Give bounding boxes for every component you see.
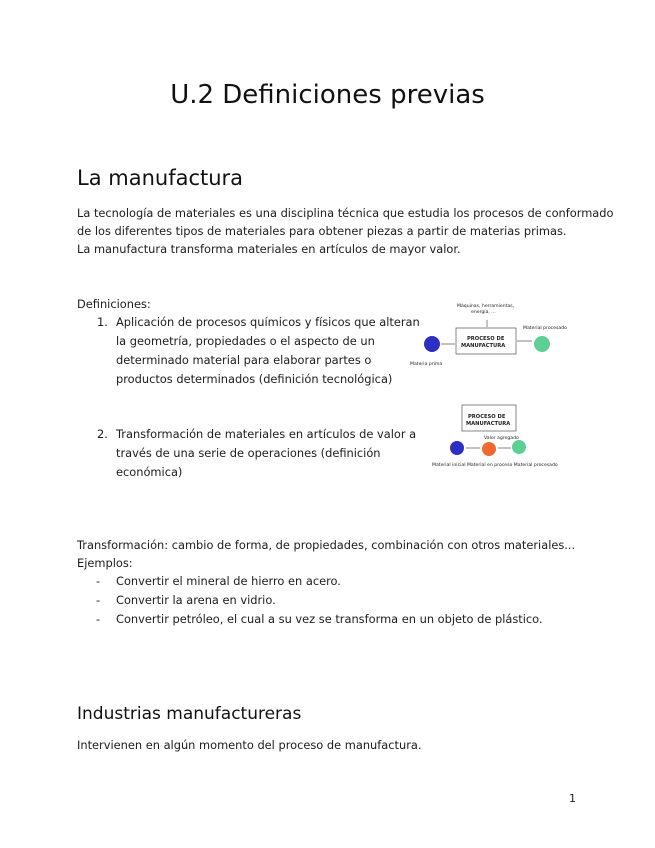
section-heading-industrias: Industrias manufactureras (77, 704, 302, 724)
list-item: - Convertir petróleo, el cual a su vez se transforma en un objeto de plástico. (96, 612, 543, 626)
transformation-line: Transformación: cambio de forma, de propiedades, combinación con otros materiales... (77, 538, 576, 552)
definition-line: la geometría, propiedades o el aspecto de un (116, 334, 375, 348)
initial-material-circle (450, 441, 464, 455)
definition-item (97, 425, 416, 482)
definition-line: través de una serie de operaciones (definición (116, 446, 381, 460)
section-heading-manufactura: La manufactura (77, 166, 244, 190)
definition-line: determinado material para elaborar partes o (116, 353, 372, 367)
in-process-material-circle (482, 442, 496, 456)
input-label: Materia prima (410, 362, 443, 367)
definition-line: Transformación de materiales en artículos de valor a (116, 427, 417, 441)
box-label: PROCESO DE (467, 336, 505, 342)
definition-line: Aplicación de procesos químicos y físicos que alteran (116, 315, 420, 329)
page-title: U.2 Definiciones previas (170, 80, 485, 110)
inputs-label: energía, ... (471, 310, 496, 315)
value-added-label: Valor agregado (484, 436, 519, 441)
material-stages-label: Material inicial Material en proceso Material procesado (432, 463, 558, 468)
box-label: PROCESO DE (468, 414, 506, 420)
box-label: MANUFACTURA (466, 421, 511, 427)
processed-material-circle (512, 440, 526, 454)
output-label: Material procesado (523, 326, 567, 331)
definition-line: productos determinados (definición tecnológica) (116, 372, 393, 386)
list-item: - Convertir el mineral de hierro en acero. (96, 574, 341, 588)
definitions-label: Definiciones: (77, 297, 151, 311)
process-diagram-economic (428, 400, 568, 472)
definition-number: 1. (97, 315, 108, 329)
industrias-text: Intervienen en algún momento del proceso de manufactura. (77, 738, 422, 752)
definition-line: económica) (116, 465, 183, 479)
intro-line: de los diferentes tipos de materiales para obtener piezas a partir de materias primas. (77, 224, 567, 238)
inputs-label: Máquinas, herramientas, (457, 304, 515, 309)
examples-label: Ejemplos: (77, 556, 133, 570)
list-item: - Convertir la arena en vidrio. (96, 593, 276, 607)
intro-paragraph (77, 204, 614, 258)
raw-material-circle (424, 336, 440, 352)
box-label: MANUFACTURA (461, 343, 506, 349)
examples-list (96, 572, 543, 629)
definition-number: 2. (97, 427, 108, 441)
intro-line: La tecnología de materiales es una disciplina técnica que estudia los procesos de conformado (77, 206, 614, 220)
intro-line: La manufactura transforma materiales en artículos de mayor valor. (77, 242, 461, 256)
process-diagram-technological (405, 298, 575, 370)
processed-material-circle (534, 336, 550, 352)
page-number: 1 (569, 792, 576, 805)
definition-item (97, 313, 420, 389)
